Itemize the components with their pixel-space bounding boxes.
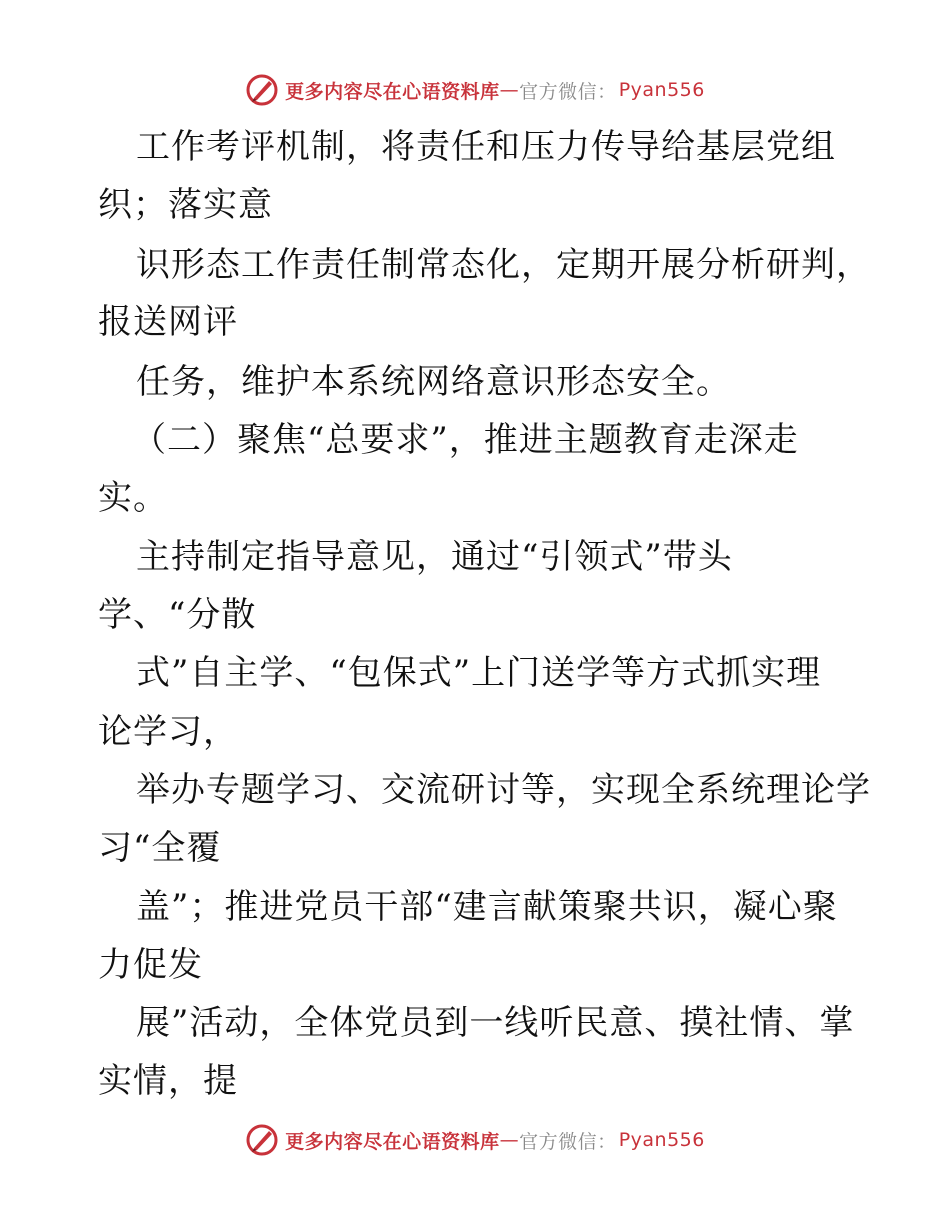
body-line: 工作考评机制，将责任和压力传导给基层党组 bbox=[136, 127, 836, 167]
watermark-separator: — bbox=[499, 79, 520, 101]
footer-watermark bbox=[0, 1120, 950, 1160]
body-line: 习“全覆 bbox=[98, 828, 222, 868]
body-line: 实。 bbox=[98, 478, 168, 518]
body-line: 报送网评 bbox=[98, 302, 238, 342]
quill-pen-logo-icon bbox=[245, 73, 279, 107]
watermark-wechat-label: 官方微信： bbox=[519, 1130, 617, 1153]
body-line: 实情，提 bbox=[98, 1061, 238, 1101]
watermark-main-text: 更多内容尽在心语资料库 bbox=[285, 1130, 500, 1153]
body-line: 举办专题学习、交流研讨等，实现全系统理论学 bbox=[136, 770, 871, 810]
quill-pen-logo-icon bbox=[245, 1123, 279, 1157]
watermark-separator: — bbox=[499, 1129, 520, 1151]
watermark-wechat-id: Pyan556 bbox=[618, 1129, 705, 1151]
body-line: 力促发 bbox=[98, 945, 203, 985]
body-line: 论学习， bbox=[98, 712, 238, 752]
body-line: 任务，维护本系统网络意识形态安全。 bbox=[136, 362, 731, 402]
body-line: 织；落实意 bbox=[98, 185, 273, 225]
watermark-wechat-id: Pyan556 bbox=[618, 79, 705, 101]
body-line: 主持制定指导意见，通过“引领式”带头 bbox=[136, 537, 733, 577]
body-line: 式”自主学、“包保式”上门送学等方式抓实理 bbox=[136, 653, 822, 693]
body-line: 盖”；推进党员干部“建言献策聚共识，凝心聚 bbox=[136, 887, 838, 927]
header-watermark bbox=[0, 70, 950, 110]
watermark-main-text: 更多内容尽在心语资料库 bbox=[285, 80, 500, 103]
body-line: 学、“分散 bbox=[98, 595, 257, 635]
body-line: 识形态工作责任制常态化，定期开展分析研判， bbox=[136, 245, 871, 285]
watermark-wechat-label: 官方微信： bbox=[519, 80, 617, 103]
body-line: 展”活动，全体党员到一线听民意、摸社情、掌 bbox=[136, 1003, 855, 1043]
body-line: （二）聚焦“总要求”，推进主题教育走深走 bbox=[132, 420, 799, 460]
